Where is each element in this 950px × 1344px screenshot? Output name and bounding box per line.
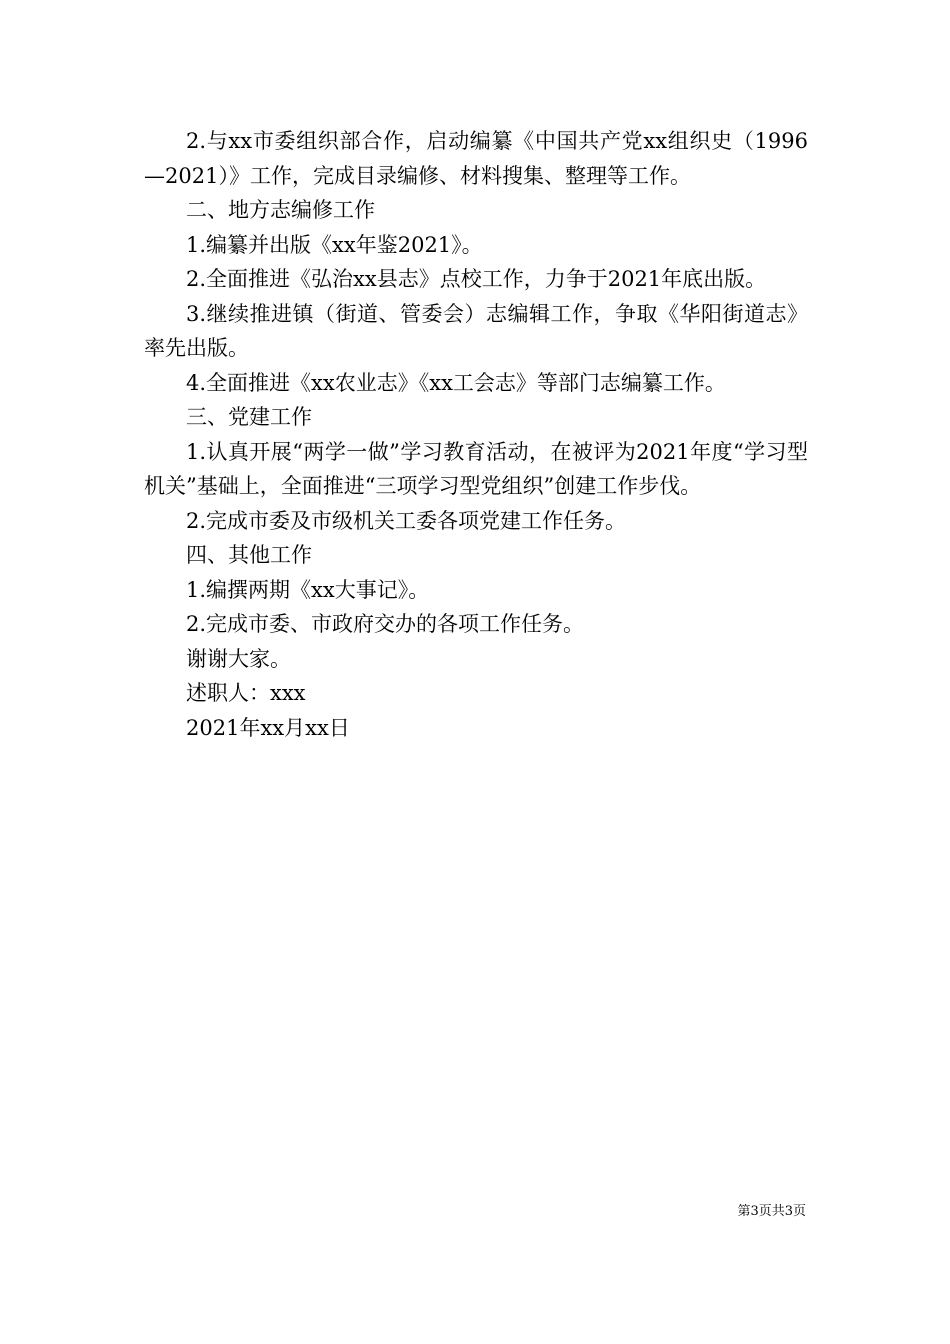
- paragraph-item-2-org-history: 2.与xx市委组织部合作，启动编纂《中国共产党xx组织史（1996—2021）》工作，完成目录编修、材料搜集、整理等工作。: [144, 129, 808, 188]
- date-line: 2021年xx月xx日: [186, 715, 350, 740]
- page-number-footer: 第3页共3页: [737, 1204, 806, 1219]
- signature-line: 述职人：xxx: [186, 681, 306, 705]
- paragraph-item-4-department-chronicles: 4.全面推进《xx农业志》《xx工会志》等部门志编纂工作。: [186, 370, 726, 395]
- paragraph-item-2-county-annals: 2.全面推进《弘治xx县志》点校工作，力争于2021年底出版。: [186, 267, 767, 291]
- paragraph-item-1-yearbook: 1.编纂并出版《xx年鉴2021》。: [186, 232, 483, 257]
- paragraph-item-1-chronicle-of-events: 1.编撰两期《xx大事记》。: [186, 577, 430, 602]
- paragraph-item-3-town-chronicles: 3.继续推进镇（街道、管委会）志编辑工作，争取《华阳街道志》率先出版。: [144, 301, 808, 360]
- document-body: [144, 124, 808, 745]
- paragraph-item-1-study-campaign: 1.认真开展“两学一做”学习教育活动，在被评为2021年度“学习型机关”基础上，全面推进“三项学习型党组织”创建工作步伐。: [144, 439, 808, 498]
- paragraph-item-2-assigned-tasks: 2.完成市委、市政府交办的各项工作任务。: [186, 612, 585, 636]
- section-heading-local-chronicles: 二、地方志编修工作: [186, 198, 375, 222]
- closing-thanks: 谢谢大家。: [186, 646, 291, 671]
- section-heading-party-building: 三、党建工作: [186, 405, 312, 429]
- paragraph-item-2-party-tasks: 2.完成市委及市级机关工委各项党建工作任务。: [186, 508, 627, 533]
- section-heading-other-work: 四、其他工作: [186, 543, 312, 567]
